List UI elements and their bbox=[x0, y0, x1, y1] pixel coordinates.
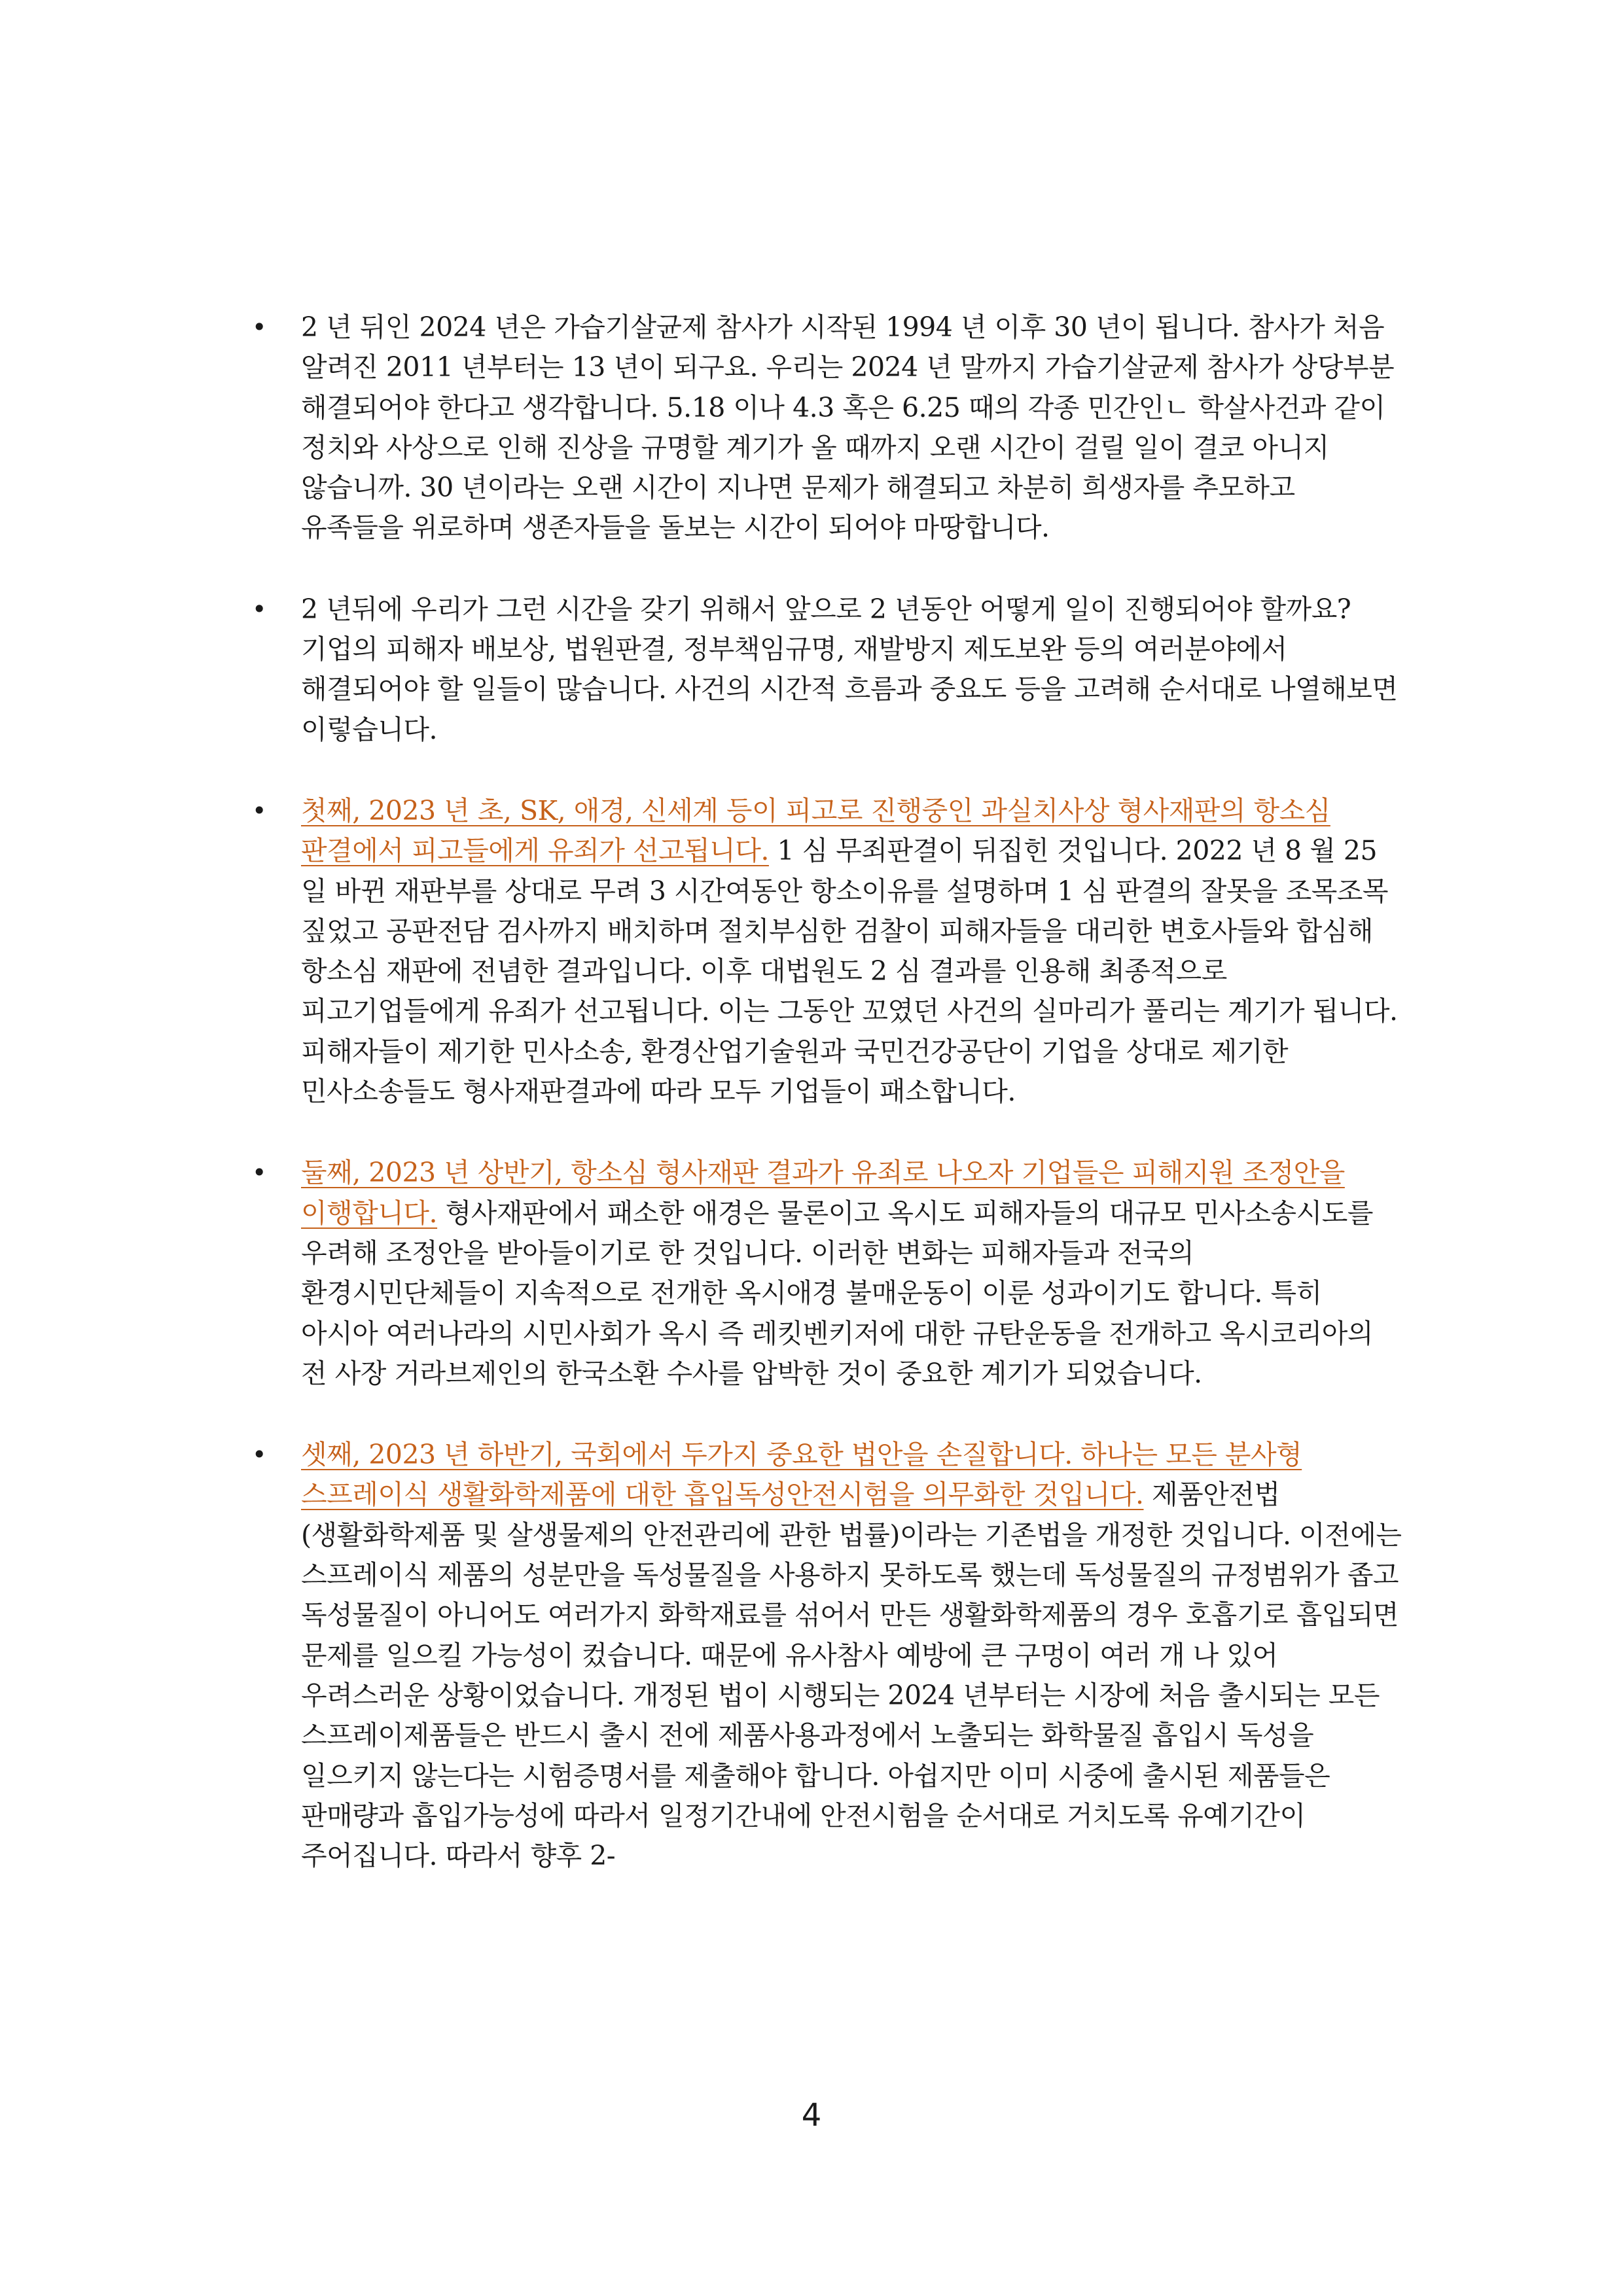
bullet-icon: • bbox=[252, 1440, 266, 1470]
paragraph-text: 1 심 무죄판결이 뒤집힌 것입니다. 2022 년 8 월 25 일 바뀐 재판부를 상대로 무려 3 시간여동안 항소이유를 설명하며 1 심 판결의 잘못을 조목조목 짚었고 공판전담 검사까지 배치하며 절치부심한 검찰이 피해자들을 대리한 변호사들와 합심해 항소심 재판에 전념한 결과입니다. 이후 대법원도 2 심 결과를 인용해 최종적으로 피고기업들에게 유죄가 선고됩니다. 이는 그동안 꼬였던 사건의 실마리가 풀리는 계기가 됩니다. 피해자들이 제기한 민사소송, 환경산업기술원과 국민건강공단이 기업을 상대로 제기한 민사소송들도 형사재판결과에 따라 모두 기업들이 패소합니다. bbox=[301, 835, 1398, 1108]
paragraph-highlight: 둘째, 2023 년 상반기, 항소심 형사재판 결과가 유죄로 나오자 기업들은 피해지원 조정안을 이행합니다. bbox=[301, 1157, 1345, 1229]
bullet-paragraph-2 bbox=[252, 590, 1404, 750]
bullet-icon: • bbox=[252, 796, 266, 825]
bullet-paragraph-1 bbox=[252, 308, 1404, 548]
bullet-paragraph-5 bbox=[252, 1435, 1404, 1876]
paragraph-text: 2 년 뒤인 2024 년은 가습기살균제 참사가 시작된 1994 년 이후 30 년이 됩니다. 참사가 처음 알려진 2011 년부터는 13 년이 되구요. 우리는 2024 년 말까지 가습기살균제 참사가 상당부분 해결되어야 한다고 생각합니다. 5.18 이나 4.3 혹은 6.25 때의 각종 민간인ㄴ 학살사건과 같이 정치와 사상으로 인해 진상을 규명할 계기가 올 때까지 오랜 시간이 걸릴 일이 결코 아니지 않습니까. 30 년이라는 오랜 시간이 지나면 문제가 해결되고 차분히 희생자를 추모하고 유족들을 위로하며 생존자들을 돌보는 시간이 되어야 마땅합니다. bbox=[301, 311, 1395, 544]
page-number: 4 bbox=[801, 2097, 822, 2134]
paragraph-highlight: 첫째, 2023 년 초, SK, 애경, 신세계 등이 피고로 진행중인 과실치사상 형사재판의 항소심 판결에서 피고들에게 유죄가 선고됩니다. bbox=[301, 794, 1330, 867]
page-content bbox=[252, 308, 1404, 1917]
bullet-icon: • bbox=[252, 313, 266, 342]
paragraph-text: 형사재판에서 패소한 애경은 물론이고 옥시도 피해자들의 대규모 민사소송시도를 우려해 조정안을 받아들이기로 한 것입니다. 이러한 변화는 피해자들과 전국의 환경시민단체들이 지속적으로 전개한 옥시애경 불매운동이 이룬 성과이기도 합니다. 특히 아시아 여러나라의 시민사회가 옥시 즉 레킷벤키저에 대한 규탄운동을 전개하고 옥시코리아의 전 사장 거라브제인의 한국소환 수사를 압박한 것이 중요한 계기가 되었습니다. bbox=[301, 1197, 1373, 1389]
bullet-paragraph-3 bbox=[252, 791, 1404, 1112]
paragraph-text: 2 년뒤에 우리가 그런 시간을 갖기 위해서 앞으로 2 년동안 어떻게 일이 진행되어야 할까요? 기업의 피해자 배보상, 법원판결, 정부책임규명, 재발방지 제도보완 등의 여러분야에서 해결되어야 할 일들이 많습니다. 사건의 시간적 흐름과 중요도 등을 고려해 순서대로 나열해보면 이렇습니다. bbox=[301, 593, 1398, 745]
paragraph-highlight: 셋째, 2023 년 하반기, 국회에서 두가지 중요한 법안을 손질합니다. 하나는 모든 분사형 스프레이식 생활화학제품에 대한 흡입독성안전시험을 의무화한 것입니다. bbox=[301, 1439, 1302, 1511]
bullet-icon: • bbox=[252, 1158, 266, 1188]
paragraph-text: 제품안전법(생활화학제품 및 살생물제의 안전관리에 관한 법률)이라는 기존법을 개정한 것입니다. 이전에는 스프레이식 제품의 성분만을 독성물질을 사용하지 못하도록 했는데 독성물질의 규정범위가 좁고 독성물질이 아니어도 여러가지 화학재료를 섞어서 만든 생활화학제품의 경우 호흡기로 흡입되면 문제를 일으킬 가능성이 컸습니다. 때문에 유사참사 예방에 큰 구멍이 여러 개 나 있어 우려스러운 상황이었습니다. 개정된 법이 시행되는 2024 년부터는 시장에 처음 출시되는 모든 스프레이제품들은 반드시 출시 전에 제품사용과정에서 노출되는 화학물질 흡입시 독성을 일으키지 않는다는 시험증명서를 제출해야 합니다. 아쉽지만 이미 시중에 출시된 제품들은 판매량과 흡입가능성에 따라서 일정기간내에 안전시험을 순서대로 거치도록 유예기간이 주어집니다. 따라서 향후 2- bbox=[301, 1479, 1402, 1872]
bullet-icon: • bbox=[252, 594, 266, 624]
bullet-paragraph-4 bbox=[252, 1153, 1404, 1394]
